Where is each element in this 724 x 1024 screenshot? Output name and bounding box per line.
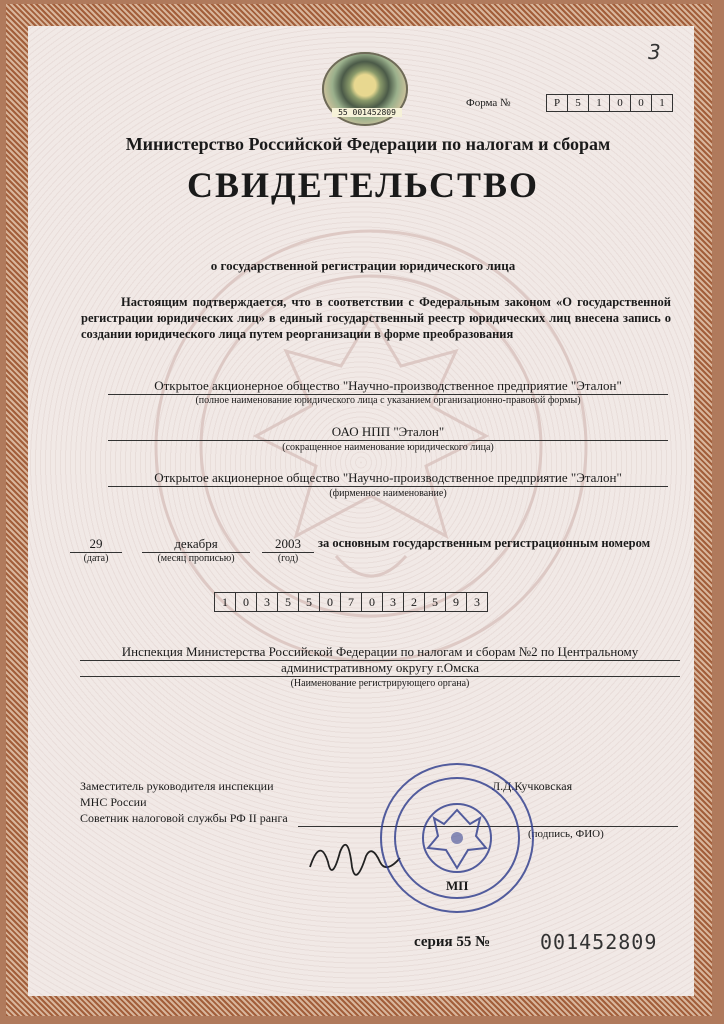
ogrn-digit: 0 bbox=[320, 593, 341, 611]
form-label: Форма № bbox=[466, 97, 511, 109]
signature-caption: (подпись, ФИО) bbox=[528, 828, 604, 840]
ogrn-box bbox=[214, 592, 488, 612]
registration-number-label: за основным государственным регистрационным номером bbox=[318, 536, 651, 550]
series-label: серия 55 № bbox=[414, 934, 491, 950]
form-code-char: 5 bbox=[568, 95, 589, 111]
form-code-char: 1 bbox=[589, 95, 610, 111]
certificate-paper bbox=[28, 26, 694, 996]
ogrn-digit: 3 bbox=[257, 593, 278, 611]
signatory-agency: МНС России bbox=[80, 795, 147, 809]
full-name-value: Открытое акционерное общество "Научно-производственное предприятие "Эталон" bbox=[108, 378, 668, 395]
short-name-line bbox=[108, 440, 668, 441]
ogrn-digit: 3 bbox=[474, 595, 480, 609]
ogrn-digit: 5 bbox=[425, 593, 446, 611]
certificate-subtitle: о государственной регистрации юридического лица bbox=[210, 258, 516, 273]
date-day-caption: (дата) bbox=[83, 553, 109, 564]
certificate-title: СВИДЕТЕЛЬСТВО bbox=[186, 165, 540, 205]
ogrn-digit: 5 bbox=[278, 593, 299, 611]
date-year-caption: (год) bbox=[277, 553, 299, 564]
date-month: декабря bbox=[142, 536, 250, 553]
hologram-number: 55 001452809 bbox=[332, 108, 402, 117]
series-number: 001452809 bbox=[540, 930, 658, 954]
firm-name-value: Открытое акционерное общество "Научно-производственное предприятие "Эталон" bbox=[108, 470, 668, 487]
form-code-char: 0 bbox=[610, 95, 631, 111]
confirmation-text: Настоящим подтверждается, что в соответствии с Федеральным законом «О государственной регистрации юридических лиц» в единый государственный реестр юридических лиц внесена запись о создании юридического лица путем реорганизации в форме преобразования bbox=[81, 295, 671, 341]
date-month-caption: (месяц прописью) bbox=[157, 553, 235, 564]
ogrn-digit: 7 bbox=[341, 593, 362, 611]
ogrn-digit: 0 bbox=[236, 593, 257, 611]
date-day: 29 bbox=[70, 536, 122, 553]
page-number: 3 bbox=[648, 40, 661, 64]
full-name-caption: (полное наименование юридического лица с указанием организационно-правовой формы) bbox=[195, 395, 581, 406]
form-code-char: 1 bbox=[659, 97, 665, 109]
short-name-value: ОАО НПП "Эталон" bbox=[331, 424, 445, 439]
ogrn-digit: 2 bbox=[404, 593, 425, 611]
signatory-rank: Советник налоговой службы РФ II ранга bbox=[80, 811, 288, 825]
form-code-char: Р bbox=[547, 95, 568, 111]
form-code-box bbox=[546, 94, 673, 112]
form-code-char: 0 bbox=[631, 95, 652, 111]
authority-caption: (Наименование регистрирующего органа) bbox=[290, 678, 470, 689]
short-name-caption: (сокращенное наименование юридического лица) bbox=[282, 442, 494, 453]
stamp-place-mark: МП bbox=[446, 878, 469, 893]
ogrn-digit: 9 bbox=[446, 593, 467, 611]
ogrn-digit: 1 bbox=[215, 593, 236, 611]
ministry-heading: Министерство Российской Федерации по налогам и сборам bbox=[125, 134, 611, 154]
authority-line-2: административному округу г.Омска bbox=[80, 660, 680, 677]
ogrn-digit: 0 bbox=[362, 593, 383, 611]
ogrn-digit: 3 bbox=[383, 593, 404, 611]
signatory-name: Л.Д.Кучковская bbox=[492, 779, 573, 793]
signatory-position: Заместитель руководителя инспекции bbox=[80, 779, 274, 793]
date-year: 2003 bbox=[262, 536, 314, 553]
official-stamp-icon bbox=[376, 758, 538, 918]
ogrn-digit: 5 bbox=[299, 593, 320, 611]
authority-line-1: Инспекция Министерства Российской Федерации по налогам и сборам №2 по Центральному bbox=[80, 644, 680, 661]
firm-name-caption: (фирменное наименование) bbox=[329, 488, 447, 499]
